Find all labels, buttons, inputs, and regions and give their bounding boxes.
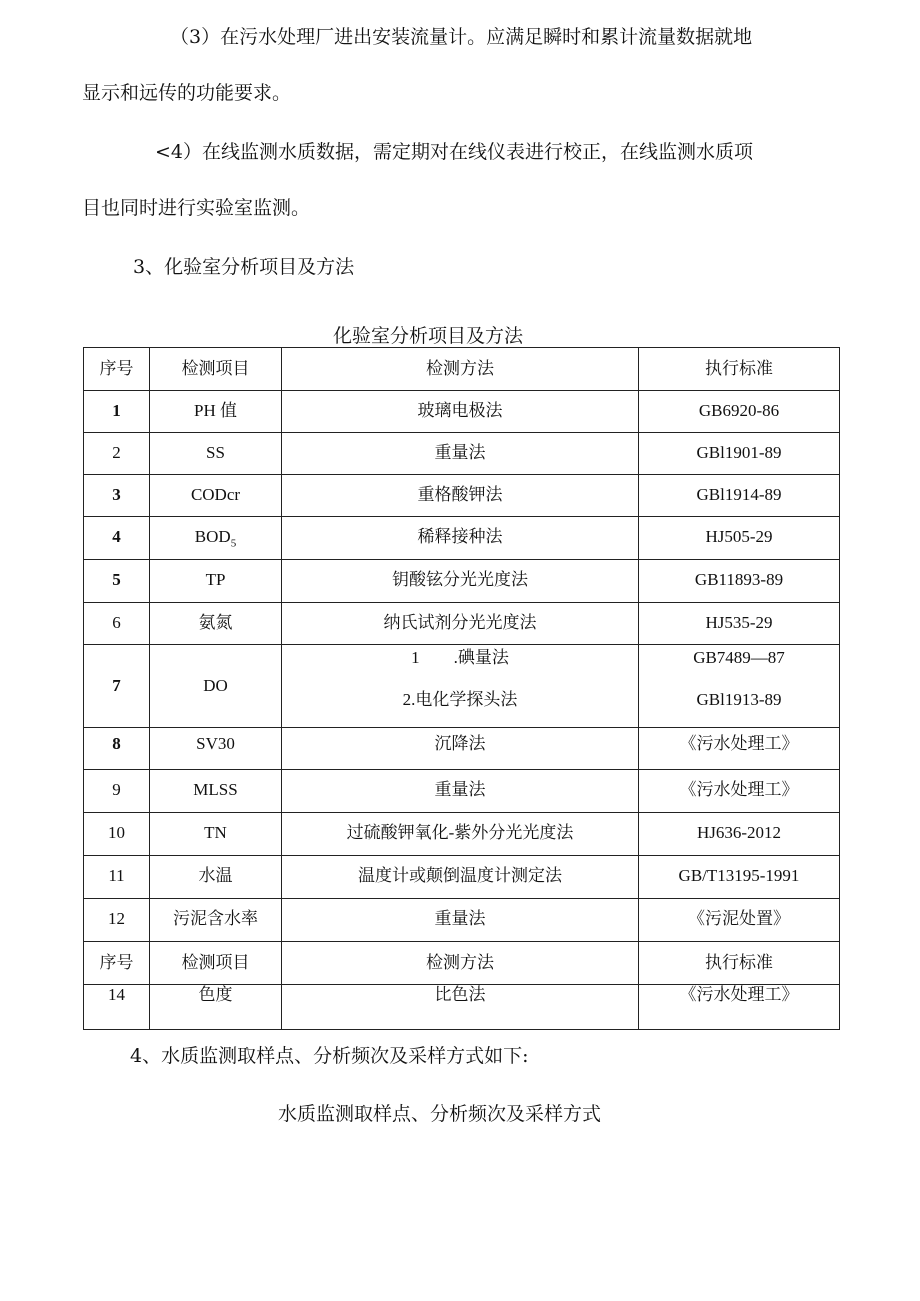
row-method: 纳氏试剂分光光度法 — [383, 613, 537, 632]
row-standard: GB/T13195-1991 — [678, 866, 800, 885]
table-caption-2: 水质监测取样点、分析频次及采样方式 — [278, 1103, 602, 1125]
row-no: 14 — [108, 985, 125, 1004]
row-standard: 《污水处理工》 — [679, 780, 799, 799]
paragraph-4-line-1: <4）在线监测水质数据，需定期对在线仪表进行校正，在线监测水质项 — [155, 141, 754, 163]
row-method: 重量法 — [434, 909, 486, 928]
row-standard-2: GBl1913-89 — [696, 690, 782, 709]
paragraph-3-line-2: 显示和远传的功能要求。 — [82, 82, 292, 104]
row-item: 污泥含水率 — [173, 909, 258, 928]
table-row — [84, 433, 840, 475]
row-item: SV30 — [196, 734, 235, 753]
row-standard: HJ636-2012 — [696, 823, 782, 842]
row-standard-1: GB7489—87 — [693, 648, 785, 667]
row-method-2: 2.电化学探头法 — [402, 690, 518, 709]
row-item: TP — [205, 570, 226, 589]
table-row — [84, 560, 840, 603]
row-no: 2 — [112, 443, 121, 462]
row-no: 8 — [112, 734, 121, 753]
row-item: MLSS — [193, 780, 238, 799]
row-no: 1 — [112, 401, 121, 420]
row-item: SS — [206, 443, 225, 462]
table-row — [84, 645, 840, 728]
row-method: 玻璃电极法 — [417, 401, 503, 420]
section-4-heading: 4、水质监测取样点、分析频次及采样方式如下: — [130, 1045, 529, 1067]
row-item: PH 值 — [194, 401, 237, 420]
header-method: 检测方法 — [282, 348, 639, 391]
table-row — [84, 391, 840, 433]
table-row — [84, 856, 840, 899]
section-3-heading: 3、化验室分析项目及方法 — [133, 256, 355, 278]
row-item: CODcr — [190, 485, 241, 504]
row-method: 钥酸铉分光光度法 — [392, 570, 528, 589]
row-no: 5 — [112, 570, 121, 589]
table-row — [84, 770, 840, 813]
header-standard: 执行标准 — [639, 942, 840, 985]
row-no: 7 — [112, 676, 121, 695]
row-standard: GB11893-89 — [694, 570, 784, 589]
row-method: 重格酸钾法 — [417, 485, 503, 504]
paragraph-4-line-2: 目也同时进行实验室监测。 — [82, 197, 311, 219]
row-item: 水温 — [198, 866, 233, 885]
row-no: 4 — [112, 527, 121, 546]
header-no: 序号 — [84, 348, 150, 391]
subscript: 5 — [230, 537, 237, 550]
table-row — [84, 728, 840, 770]
row-standard: 《污水处理工》 — [679, 985, 799, 1004]
header-method: 检测方法 — [282, 942, 639, 985]
table-row — [84, 475, 840, 517]
header-item: 检测项目 — [150, 348, 282, 391]
row-method-1: 1 .碘量法 — [411, 648, 509, 667]
row-item: DO — [203, 676, 228, 695]
row-standard: GBl1914-89 — [696, 485, 782, 504]
header-standard: 执行标准 — [639, 348, 840, 391]
row-no: 3 — [112, 485, 121, 504]
table-row — [84, 603, 840, 645]
lab-analysis-table — [83, 347, 840, 1030]
table-header-row — [84, 348, 840, 391]
row-method: 温度计或颠倒温度计测定法 — [358, 866, 562, 885]
row-item: 氨氮 — [198, 613, 233, 632]
header-no: 序号 — [84, 942, 150, 985]
table-row — [84, 813, 840, 856]
row-no: 9 — [112, 780, 121, 799]
row-standard: 《污泥处置》 — [688, 909, 790, 928]
row-method: 沉降法 — [434, 734, 486, 753]
table-repeat-header-row — [84, 942, 840, 985]
row-method: 稀释接种法 — [417, 527, 503, 546]
row-method: 过硫酸钾氧化-紫外分光光度法 — [346, 823, 574, 842]
row-item: 色度 — [198, 985, 233, 1004]
row-standard: HJ505-29 — [705, 527, 773, 546]
row-item: TN — [204, 823, 227, 842]
row-standard: GBl1901-89 — [696, 443, 782, 462]
row-no: 10 — [108, 823, 125, 842]
row-standard: GB6920-86 — [698, 401, 780, 420]
header-item: 检测项目 — [150, 942, 282, 985]
row-method: 重量法 — [434, 780, 486, 799]
row-no: 11 — [108, 866, 125, 885]
table-caption: 化验室分析项目及方法 — [333, 325, 524, 347]
table-row — [84, 899, 840, 942]
row-standard: HJ535-29 — [705, 613, 773, 632]
row-no: 6 — [112, 613, 121, 632]
table-row — [84, 985, 840, 1030]
row-standard: 《污水处理工》 — [679, 734, 799, 753]
row-method: 重量法 — [434, 443, 486, 462]
paragraph-3-line-1: （3）在污水处理厂进出安装流量计。应满足瞬时和累计流量数据就地 — [170, 26, 753, 48]
table-row — [84, 517, 840, 560]
row-no: 12 — [108, 909, 125, 928]
row-item: $BOD_5$ — [194, 527, 237, 550]
row-method: 比色法 — [434, 985, 486, 1004]
